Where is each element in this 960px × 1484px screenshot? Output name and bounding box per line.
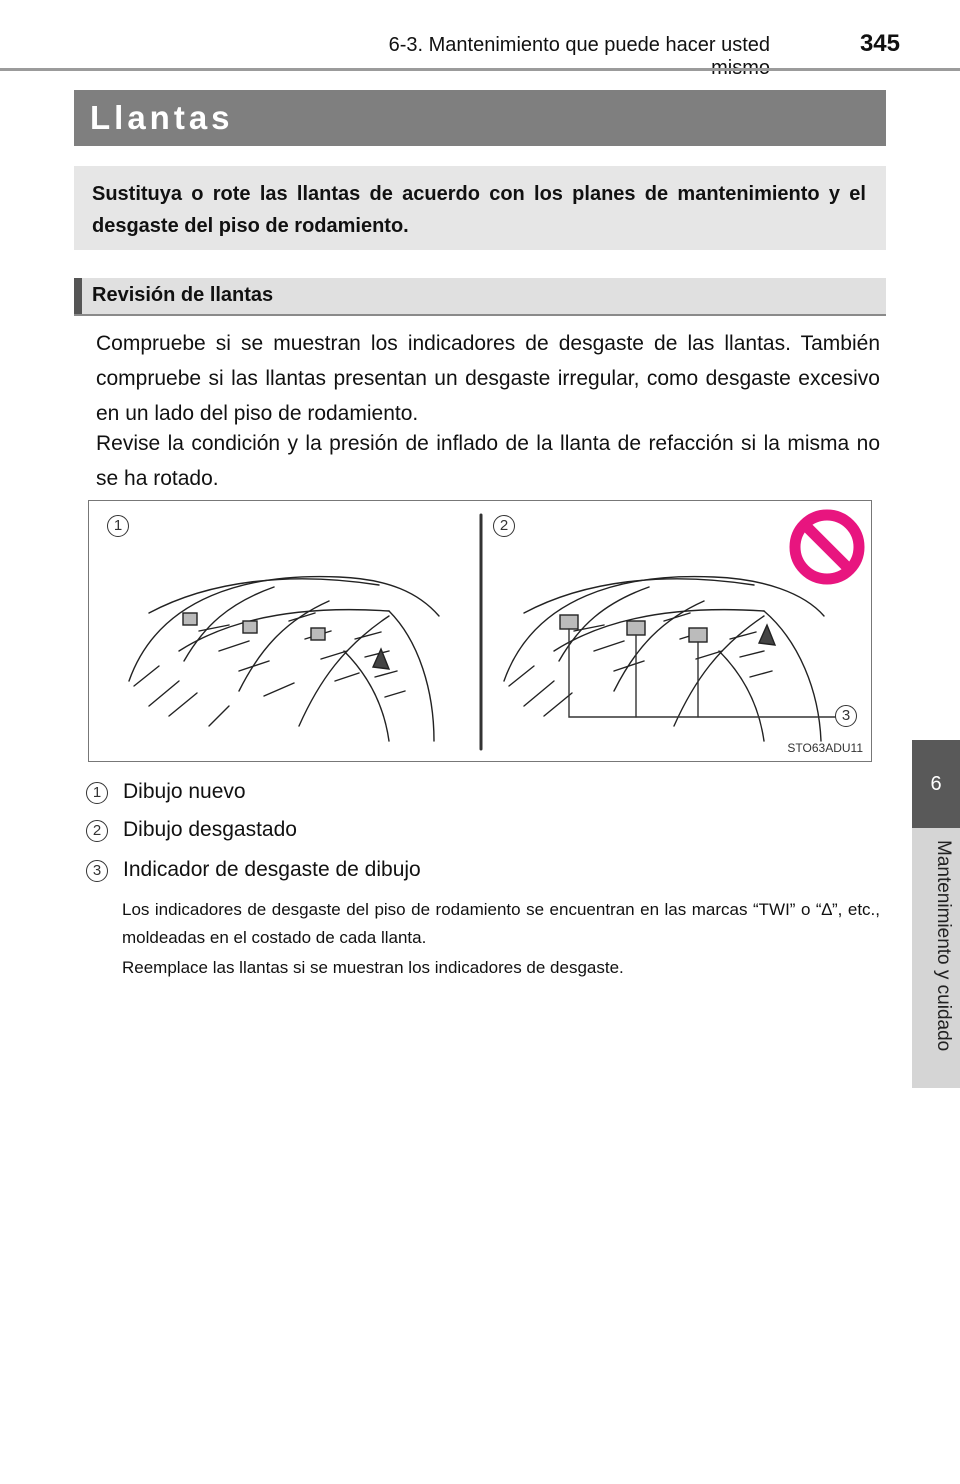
- new-tread-tire-drawing: [129, 577, 439, 741]
- note-replace-tires: Reemplace las llantas si se muestran los indicadores de desgaste.: [122, 958, 624, 977]
- legend-number: 2: [86, 820, 108, 842]
- paragraph-check-wear: Compruebe si se muestran los indicadores de desgaste de las llantas. También compruebe si las llantas presentan un desgaste irregular, como desgaste excesivo en un lado del piso de rodamiento.: [96, 332, 880, 425]
- subsection-header: [74, 278, 886, 314]
- callout-2-worn-tread: 2: [493, 515, 515, 537]
- page-number: 345: [859, 30, 900, 57]
- subsection-divider: [74, 314, 886, 316]
- worn-tread-tire-drawing: [504, 577, 835, 741]
- intro-text: Sustituya o rote las llantas de acuerdo con los planes de mantenimiento y el desgaste del piso de rodamiento.: [92, 183, 866, 237]
- section-heading: 6-3. Mantenimiento que puede hacer usted: [388, 34, 770, 56]
- prohibited-sign-icon: [795, 515, 859, 579]
- header-divider: [0, 68, 960, 71]
- legend-item-new-tread: [86, 778, 686, 810]
- subsection-accent: [74, 278, 82, 314]
- legend-label: Indicador de desgaste de dibujo: [123, 858, 421, 881]
- legend-number: 1: [86, 782, 108, 804]
- legend-item-wear-indicator: [86, 856, 686, 888]
- legend-label: Dibujo nuevo: [123, 780, 246, 803]
- page-title-bar: [74, 90, 886, 146]
- figure-code: STO63ADU11: [787, 741, 863, 755]
- chapter-title: Mantenimiento y cuidado: [933, 840, 954, 1052]
- page-title: Llantas: [90, 99, 234, 136]
- subsection-title: Revisión de llantas: [92, 284, 274, 306]
- tire-tread-figure: [88, 500, 872, 762]
- callout-3-wear-indicator: 3: [835, 705, 857, 727]
- intro-box: [74, 166, 886, 250]
- legend-item-worn-tread: [86, 816, 686, 848]
- callout-1-new-tread: 1: [107, 515, 129, 537]
- tire-illustration: [89, 501, 871, 761]
- paragraph-spare-tire: Revise la condición y la presión de inflado de la llanta de refacción si la misma no se ha rotado.: [96, 432, 880, 490]
- legend-label: Dibujo desgastado: [123, 818, 297, 841]
- chapter-number-tab[interactable]: 6: [912, 740, 960, 828]
- note-indicator-location: Los indicadores de desgaste del piso de rodamiento se encuentran en las marcas “TWI” o “∆”, etc., moldeadas en el costado de cada llanta.: [122, 900, 880, 947]
- legend-number: 3: [86, 860, 108, 882]
